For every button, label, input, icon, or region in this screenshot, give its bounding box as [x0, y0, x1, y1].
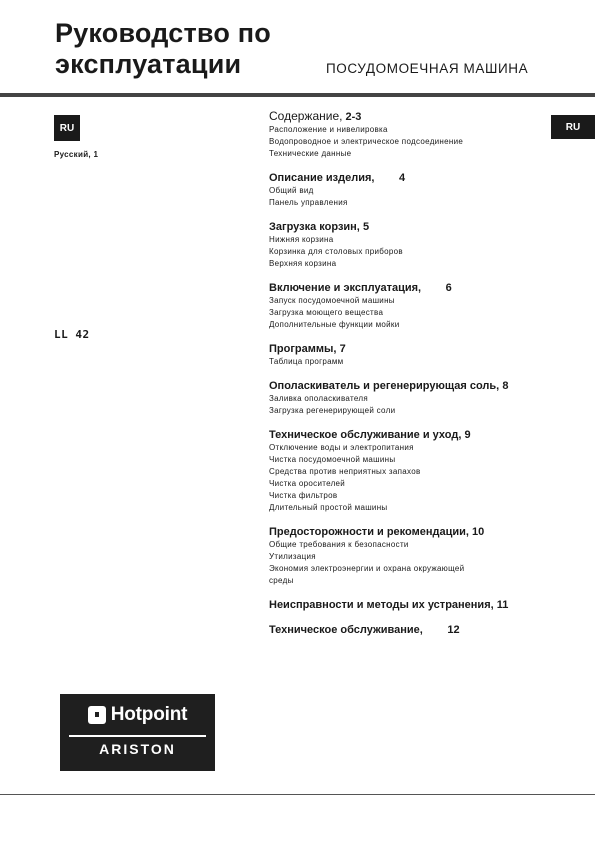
table-of-contents — [269, 109, 539, 648]
document-subtitle: ПОСУДОМОЕЧНАЯ МАШИНА — [326, 61, 529, 76]
toc-heading-title: Неисправности и методы их устранения, — [269, 599, 494, 611]
logo-brand: Hotpoint — [110, 704, 188, 725]
toc-section — [269, 428, 539, 514]
footer-divider — [0, 794, 595, 795]
toc-entry: Водопроводное и электрическое подсоединение — [269, 137, 464, 146]
toc-page-number: 9 — [464, 429, 471, 441]
toc-entry: Панель управления — [269, 198, 348, 207]
toc-entry: Расположение и нивелировка — [269, 125, 388, 134]
toc-heading-title: Загрузка корзин, — [269, 221, 360, 233]
toc-heading-title: Ополаскиватель и регенерирующая соль, — [269, 380, 500, 392]
toc-entry: Дополнительные функции мойки — [269, 320, 400, 329]
toc-page-number: 5 — [362, 221, 370, 233]
toc-entry: Общий вид — [269, 186, 314, 195]
toc-page-number: 10 — [472, 526, 485, 538]
toc-section — [269, 109, 539, 160]
toc-heading-title: Содержание, — [269, 109, 343, 123]
toc-entry: Чистка оросителей — [269, 479, 346, 488]
toc-section — [269, 171, 539, 209]
toc-heading[interactable] — [269, 171, 539, 185]
toc-entry: Запуск посудомоечной машины — [269, 296, 395, 305]
logo-subbrand: ARISTON — [99, 741, 176, 757]
toc-section — [269, 379, 539, 417]
brand-logo — [60, 694, 215, 771]
toc-entry: Технические данные — [269, 149, 352, 158]
toc-section — [269, 342, 539, 368]
toc-heading[interactable] — [269, 379, 539, 393]
toc-entry: Загрузка моющего вещества — [269, 308, 384, 317]
side-language-tab: RU — [551, 115, 595, 139]
toc-entry: Отключение воды и электропитания — [269, 443, 414, 452]
toc-heading-title: Включение и эксплуатация, — [269, 282, 422, 294]
logo-divider — [69, 735, 206, 737]
toc-page-number: 7 — [339, 343, 346, 355]
title-line-2: эксплуатации — [55, 49, 242, 79]
toc-entry: Длительный простой машины — [269, 503, 388, 512]
toc-entry: Общие требования к безопасности — [269, 540, 409, 549]
toc-heading[interactable] — [269, 220, 539, 234]
toc-gap — [424, 282, 445, 294]
toc-entry: Нижняя корзина — [269, 235, 334, 244]
toc-page-number: 4 — [398, 172, 406, 184]
toc-section — [269, 220, 539, 270]
toc-heading-title: Техническое обслуживание, — [269, 624, 423, 636]
toc-heading[interactable] — [269, 342, 539, 356]
toc-page-number: 2-3 — [345, 111, 362, 123]
toc-heading[interactable] — [269, 598, 539, 612]
toc-entry: Заливка ополаскивателя — [269, 394, 368, 403]
toc-section — [269, 598, 539, 612]
toc-heading[interactable] — [269, 525, 539, 539]
toc-heading[interactable] — [269, 281, 539, 295]
toc-heading-title: Техническое обслуживание и уход, — [269, 429, 462, 441]
title-line-1: Руководство по — [55, 18, 271, 48]
toc-entry: среды — [269, 576, 294, 585]
toc-entry: Корзинка для столовых приборов — [269, 247, 403, 256]
toc-section — [269, 623, 539, 637]
toc-page-number: 12 — [447, 624, 460, 636]
toc-section — [269, 525, 539, 587]
toc-page-number: 6 — [445, 282, 452, 294]
toc-gap — [378, 172, 399, 184]
toc-page-number: 8 — [502, 380, 509, 392]
toc-entry: Верхняя корзина — [269, 259, 337, 268]
toc-gap — [426, 624, 447, 636]
toc-heading[interactable] — [269, 428, 539, 442]
toc-page-number: 11 — [496, 599, 509, 611]
toc-entry: Таблица программ — [269, 357, 344, 366]
toc-heading[interactable] — [269, 623, 539, 637]
toc-heading[interactable] — [269, 109, 539, 124]
toc-entry: Загрузка регенерирующей соли — [269, 406, 396, 415]
language-label: Русский, 1 — [54, 150, 99, 159]
toc-entry: Средства против неприятных запахов — [269, 467, 421, 476]
toc-entry: Чистка фильтров — [269, 491, 338, 500]
toc-heading-title: Предосторожности и рекомендации, — [269, 526, 469, 538]
toc-entry: Экономия электроэнергии и охрана окружающей — [269, 564, 465, 573]
language-badge: RU — [54, 115, 80, 141]
toc-entry: Чистка посудомоечной машины — [269, 455, 396, 464]
toc-heading-title: Программы, — [269, 343, 337, 355]
toc-entry: Утилизация — [269, 552, 316, 561]
logo-mark-icon — [88, 706, 106, 724]
toc-heading-title: Описание изделия, — [269, 172, 375, 184]
document-title — [55, 18, 271, 80]
model-name: LL 42 — [54, 328, 90, 341]
toc-section — [269, 281, 539, 331]
header-divider — [0, 93, 595, 97]
